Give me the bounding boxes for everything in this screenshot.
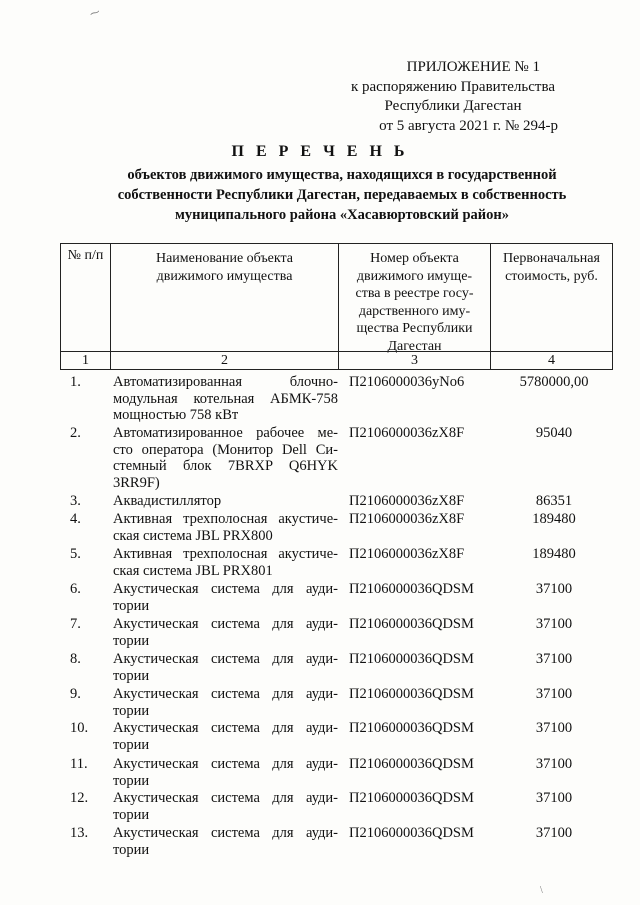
row-number: 6. xyxy=(70,581,81,597)
row-name: Акустическая система для ауди-тории xyxy=(113,581,338,614)
row-name: Акустическая система для ауди-тории xyxy=(113,651,338,684)
row-name: Акустическая система для ауди-тории xyxy=(113,616,338,649)
subtitle-line: муниципального района «Хасавюртовский район» xyxy=(174,207,510,223)
header-reg xyxy=(338,243,490,354)
row-number: 7. xyxy=(70,616,81,632)
table-header xyxy=(60,243,613,370)
row-cost: 37100 xyxy=(535,616,573,632)
col-number-3: 3 xyxy=(338,352,490,369)
row-cost: 189480 xyxy=(532,546,576,562)
header-name-label: Наименование объекта движимого имущества xyxy=(155,251,294,284)
col-number-1: 1 xyxy=(60,352,110,369)
row-number: 2. xyxy=(70,425,81,441)
header-cost xyxy=(490,243,613,351)
row-number: 9. xyxy=(70,686,81,702)
row-registry-number: П2106000036QDSM xyxy=(349,581,474,597)
appendix-block xyxy=(338,58,568,136)
row-number: 8. xyxy=(70,651,81,667)
row-number: 4. xyxy=(70,511,81,527)
row-cost: 37100 xyxy=(535,720,573,736)
row-registry-number: П2106000036QDSM xyxy=(349,616,474,632)
row-cost: 37100 xyxy=(535,581,573,597)
row-registry-number: П2106000036QDSM xyxy=(349,686,474,702)
row-number: 1. xyxy=(70,374,81,390)
row-number: 12. xyxy=(70,790,89,806)
row-name: Автоматизированная блочно-модульная котельная АБМК-758 мощностью 758 кВт xyxy=(113,374,338,423)
appendix-title: ПРИЛОЖЕНИЕ № 1 xyxy=(406,59,540,75)
row-name: Акустическая система для ауди-тории xyxy=(113,825,338,858)
row-cost: 37100 xyxy=(535,756,573,772)
row-registry-number: П2106000036zX8F xyxy=(349,546,465,562)
subtitle-line: объектов движимого имущества, находящихся в государственной xyxy=(127,167,557,183)
row-registry-number: П2106000036zX8F xyxy=(349,511,465,527)
row-number: 11. xyxy=(70,756,88,772)
row-name: Активная трехполосная акустиче-ская система JBL PRX801 xyxy=(113,546,338,579)
header-cost-label: Первоначальная стоимость, руб. xyxy=(503,251,600,284)
row-registry-number: П2106000036QDSM xyxy=(349,756,474,772)
row-name: Аквадистиллятор xyxy=(113,493,222,509)
row-registry-number: П2106000036QDSM xyxy=(349,720,474,736)
row-cost: 37100 xyxy=(535,790,573,806)
row-number: 3. xyxy=(70,493,81,509)
col-number-2: 2 xyxy=(110,352,338,369)
row-name: Автоматизированное рабочее ме-сто оператора (Монитор Dell Си-стемный блок 7BRXP Q6HYK 3RR9F) xyxy=(113,425,338,491)
row-name: Акустическая система для ауди-тории xyxy=(113,756,338,789)
row-number: 13. xyxy=(70,825,89,841)
appendix-date: от 5 августа 2021 г. № 294-р xyxy=(379,117,558,134)
row-number: 5. xyxy=(70,546,81,562)
row-cost: 5780000,00 xyxy=(519,374,589,390)
row-name: Акустическая система для ауди-тории xyxy=(113,686,338,719)
row-cost: 37100 xyxy=(535,651,573,667)
header-name xyxy=(110,243,338,351)
appendix-line-1: к распоряжению Правительства xyxy=(350,78,555,95)
row-registry-number: П2106000036zX8F xyxy=(349,493,465,509)
document-subtitle xyxy=(92,165,592,225)
row-cost: 189480 xyxy=(532,511,576,527)
scan-mark: \ xyxy=(540,885,543,896)
row-registry-number: П2106000036QDSM xyxy=(349,651,474,667)
scan-mark: ⁓ xyxy=(88,6,102,21)
header-reg-label: Номер объекта движимого имуще-ства в реестре госу-дарственного иму-щества Республики Дагестан xyxy=(355,251,474,354)
row-cost: 95040 xyxy=(535,425,573,441)
row-name: Активная трехполосная акустиче-ская система JBL PRX800 xyxy=(113,511,338,544)
row-registry-number: П2106000036zX8F xyxy=(349,425,465,441)
header-num-label: № п/п xyxy=(67,248,104,263)
row-registry-number: П2106000036yNo6 xyxy=(349,374,465,390)
appendix-line-2: Республики Дагестан xyxy=(384,98,522,114)
col-number-4: 4 xyxy=(490,352,613,369)
subtitle-line: собственности Республики Дагестан, передаваемых в собственность xyxy=(117,187,567,203)
row-name: Акустическая система для ауди-тории xyxy=(113,790,338,823)
row-number: 10. xyxy=(70,720,89,736)
document-title: П Е Р Е Ч Е Н Ь xyxy=(231,143,409,160)
row-cost: 37100 xyxy=(535,825,573,841)
row-registry-number: П2106000036QDSM xyxy=(349,825,474,841)
row-cost: 37100 xyxy=(535,686,573,702)
row-name: Акустическая система для ауди-тории xyxy=(113,720,338,753)
header-num xyxy=(60,243,110,351)
header-bottom-border xyxy=(60,369,613,370)
row-cost: 86351 xyxy=(535,493,573,509)
row-registry-number: П2106000036QDSM xyxy=(349,790,474,806)
